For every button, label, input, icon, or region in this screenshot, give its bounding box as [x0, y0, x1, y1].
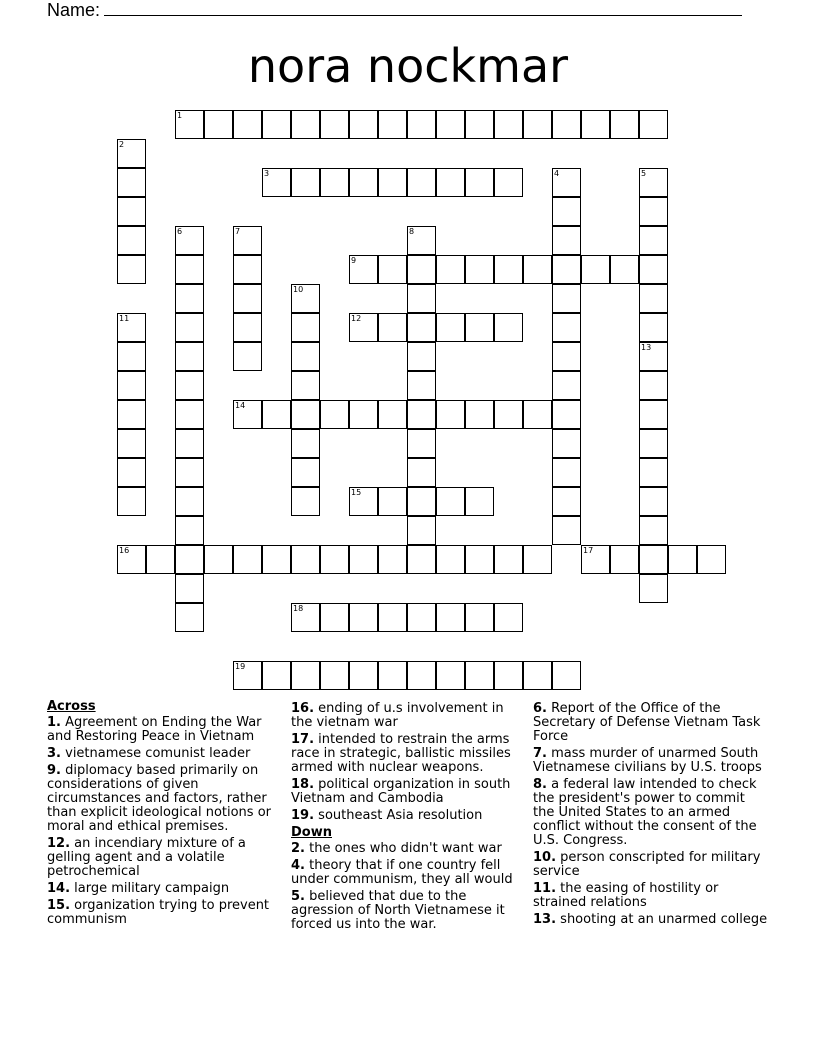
clue-across-3: 3. vietnamese comunist leader	[47, 746, 251, 761]
grid-cell[interactable]	[349, 400, 378, 429]
grid-cell[interactable]	[436, 313, 465, 342]
grid-cell[interactable]	[349, 110, 378, 139]
grid-cell[interactable]	[407, 661, 436, 690]
grid-cell[interactable]	[378, 110, 407, 139]
grid-cell[interactable]	[175, 429, 204, 458]
down-heading: Down	[291, 825, 332, 840]
grid-cell[interactable]	[494, 400, 523, 429]
clue-across-16: 16. ending of u.s involvement in the vietnam war	[291, 701, 504, 730]
clue-down-11: 11. the easing of hostility or strained relations	[533, 881, 719, 910]
grid-cell[interactable]	[291, 603, 320, 632]
cell-number: 1	[177, 111, 183, 120]
grid-cell[interactable]	[465, 487, 494, 516]
grid-cell[interactable]	[291, 110, 320, 139]
clue-down-13: 13. shooting at an unarmed college	[533, 912, 768, 927]
clue-across-19: 19. southeast Asia resolution	[291, 808, 483, 823]
grid-cell[interactable]	[233, 284, 262, 313]
grid-cell[interactable]	[639, 197, 668, 226]
clue-across-17: 17. intended to restrain the arms race in strategic, ballistic missiles armed with nuclear weapons.	[291, 732, 511, 775]
grid-cell[interactable]	[117, 342, 146, 371]
grid-cell[interactable]	[407, 371, 436, 400]
grid-cell[interactable]	[552, 342, 581, 371]
grid-cell[interactable]	[639, 168, 668, 197]
cell-number: 2	[119, 140, 125, 149]
grid-cell[interactable]	[378, 603, 407, 632]
grid-cell[interactable]	[407, 603, 436, 632]
grid-cell[interactable]	[233, 226, 262, 255]
grid-cell[interactable]	[407, 255, 436, 284]
grid-cell[interactable]	[407, 400, 436, 429]
grid-cell[interactable]	[233, 255, 262, 284]
grid-cell[interactable]	[175, 342, 204, 371]
clue-column-1	[47, 700, 279, 930]
grid-cell[interactable]	[465, 661, 494, 690]
grid-cell[interactable]	[146, 545, 175, 574]
grid-cell[interactable]	[262, 168, 291, 197]
clue-across-15: 15. organization trying to prevent communism	[47, 898, 270, 927]
grid-cell[interactable]	[378, 487, 407, 516]
grid-cell[interactable]	[436, 545, 465, 574]
grid-cell[interactable]	[465, 255, 494, 284]
cell-number: 7	[235, 227, 241, 236]
grid-cell[interactable]	[552, 110, 581, 139]
grid-cell[interactable]	[494, 110, 523, 139]
grid-cell[interactable]	[552, 197, 581, 226]
cell-number: 6	[177, 227, 183, 236]
grid-cell[interactable]	[552, 458, 581, 487]
grid-cell[interactable]	[262, 545, 291, 574]
grid-cell[interactable]	[639, 545, 668, 574]
clue-down-10: 10. person conscripted for military service	[533, 850, 761, 879]
clue-list	[47, 700, 777, 1000]
grid-cell[interactable]	[610, 545, 639, 574]
grid-cell[interactable]	[320, 661, 349, 690]
grid-cell[interactable]	[291, 429, 320, 458]
grid-cell[interactable]	[291, 545, 320, 574]
clue-across-1: 1. Agreement on Ending the War and Restoring Peace in Vietnam	[47, 715, 262, 744]
grid-cell[interactable]	[407, 168, 436, 197]
grid-cell[interactable]	[349, 545, 378, 574]
grid-cell[interactable]	[407, 545, 436, 574]
grid-cell[interactable]	[175, 110, 204, 139]
grid-cell[interactable]	[639, 487, 668, 516]
cell-number: 11	[119, 314, 130, 323]
grid-cell[interactable]	[233, 661, 262, 690]
grid-cell[interactable]	[349, 255, 378, 284]
grid-cell[interactable]	[175, 284, 204, 313]
grid-cell[interactable]	[407, 284, 436, 313]
grid-cell[interactable]	[407, 226, 436, 255]
grid-cell[interactable]	[552, 516, 581, 545]
grid-cell[interactable]	[436, 168, 465, 197]
name-label: Name:	[47, 0, 101, 20]
clue-down-2: 2. the ones who didn't want war	[291, 841, 502, 856]
grid-cell[interactable]	[349, 168, 378, 197]
grid-cell[interactable]	[378, 400, 407, 429]
grid-cell[interactable]	[465, 603, 494, 632]
grid-cell[interactable]	[117, 458, 146, 487]
grid-cell[interactable]	[697, 545, 726, 574]
grid-cell[interactable]	[291, 342, 320, 371]
grid-cell[interactable]	[494, 255, 523, 284]
cell-number: 19	[235, 662, 246, 671]
grid-cell[interactable]	[552, 226, 581, 255]
grid-cell[interactable]	[320, 168, 349, 197]
grid-cell[interactable]	[639, 429, 668, 458]
grid-cell[interactable]	[291, 284, 320, 313]
grid-cell[interactable]	[436, 110, 465, 139]
grid-cell[interactable]	[262, 110, 291, 139]
grid-cell[interactable]	[552, 168, 581, 197]
grid-cell[interactable]	[175, 545, 204, 574]
clue-across-18: 18. political organization in south Vietnam and Cambodia	[291, 777, 511, 806]
grid-cell[interactable]	[552, 313, 581, 342]
grid-cell[interactable]	[378, 545, 407, 574]
grid-cell[interactable]	[349, 661, 378, 690]
grid-cell[interactable]	[349, 487, 378, 516]
grid-cell[interactable]	[378, 313, 407, 342]
grid-cell[interactable]	[204, 110, 233, 139]
grid-cell[interactable]	[639, 516, 668, 545]
grid-cell[interactable]	[117, 545, 146, 574]
grid-cell[interactable]	[494, 313, 523, 342]
grid-cell[interactable]	[117, 139, 146, 168]
clue-down-8: 8. a federal law intended to check the president's power to commit the United States to an armed conflict without the consent of the U.S. Congress.	[533, 777, 757, 848]
grid-cell[interactable]	[639, 371, 668, 400]
cell-number: 18	[293, 604, 304, 613]
grid-cell[interactable]	[117, 487, 146, 516]
grid-cell[interactable]	[117, 400, 146, 429]
grid-cell[interactable]	[175, 400, 204, 429]
grid-cell[interactable]	[175, 226, 204, 255]
grid-cell[interactable]	[320, 545, 349, 574]
grid-cell[interactable]	[407, 429, 436, 458]
grid-cell[interactable]	[494, 661, 523, 690]
grid-cell[interactable]	[349, 603, 378, 632]
grid-cell[interactable]	[378, 255, 407, 284]
grid-cell[interactable]	[523, 400, 552, 429]
grid-cell[interactable]	[552, 284, 581, 313]
grid-cell[interactable]	[552, 661, 581, 690]
grid-cell[interactable]	[117, 255, 146, 284]
grid-cell[interactable]	[320, 110, 349, 139]
grid-cell[interactable]	[117, 197, 146, 226]
grid-cell[interactable]	[639, 284, 668, 313]
grid-cell[interactable]	[639, 458, 668, 487]
cell-number: 8	[409, 227, 415, 236]
grid-cell[interactable]	[407, 516, 436, 545]
clue-column-2	[291, 702, 519, 935]
grid-cell[interactable]	[117, 313, 146, 342]
grid-cell[interactable]	[175, 371, 204, 400]
grid-cell[interactable]	[581, 545, 610, 574]
grid-cell[interactable]	[552, 400, 581, 429]
grid-cell[interactable]	[407, 110, 436, 139]
grid-cell[interactable]	[436, 487, 465, 516]
grid-cell[interactable]	[117, 168, 146, 197]
grid-cell[interactable]	[465, 110, 494, 139]
grid-cell[interactable]	[581, 255, 610, 284]
cell-number: 15	[351, 488, 362, 497]
grid-cell[interactable]	[668, 545, 697, 574]
grid-cell[interactable]	[378, 168, 407, 197]
grid-cell[interactable]	[407, 342, 436, 371]
grid-cell[interactable]	[494, 603, 523, 632]
clue-column-3	[533, 702, 769, 930]
grid-cell[interactable]	[465, 168, 494, 197]
grid-cell[interactable]	[436, 661, 465, 690]
cell-number: 12	[351, 314, 362, 323]
grid-cell[interactable]	[233, 342, 262, 371]
page-title: nora nockmar	[247, 39, 569, 93]
grid-cell[interactable]	[523, 110, 552, 139]
cell-number: 14	[235, 401, 246, 410]
grid-cell[interactable]	[494, 168, 523, 197]
cell-number: 13	[641, 343, 652, 352]
clue-down-7: 7. mass murder of unarmed South Vietnamese civilians by U.S. troops	[533, 746, 762, 775]
grid-cell[interactable]	[465, 545, 494, 574]
grid-cell[interactable]	[436, 603, 465, 632]
grid-cell[interactable]	[436, 255, 465, 284]
grid-cell[interactable]	[407, 487, 436, 516]
grid-cell[interactable]	[233, 313, 262, 342]
grid-cell[interactable]	[175, 313, 204, 342]
grid-cell[interactable]	[262, 400, 291, 429]
grid-cell[interactable]	[233, 545, 262, 574]
grid-cell[interactable]	[291, 400, 320, 429]
clue-down-6: 6. Report of the Office of the Secretary of Defense Vietnam Task Force	[533, 701, 761, 744]
grid-cell[interactable]	[175, 487, 204, 516]
clue-down-4: 4. theory that if one country fell under communism, they all would	[291, 858, 513, 887]
grid-cell[interactable]	[291, 371, 320, 400]
cell-number: 10	[293, 285, 304, 294]
cell-number: 16	[119, 546, 130, 555]
grid-cell[interactable]	[436, 400, 465, 429]
grid-cell[interactable]	[233, 110, 262, 139]
grid-cell[interactable]	[291, 661, 320, 690]
grid-cell[interactable]	[378, 661, 407, 690]
grid-cell[interactable]	[291, 487, 320, 516]
cell-number: 3	[264, 169, 270, 178]
grid-cell[interactable]	[175, 516, 204, 545]
grid-cell[interactable]	[349, 313, 378, 342]
cell-number: 4	[554, 169, 560, 178]
grid-cell[interactable]	[117, 429, 146, 458]
grid-cell[interactable]	[407, 458, 436, 487]
grid-cell[interactable]	[320, 603, 349, 632]
grid-cell[interactable]	[552, 429, 581, 458]
grid-cell[interactable]	[552, 487, 581, 516]
grid-cell[interactable]	[639, 313, 668, 342]
grid-cell[interactable]	[320, 400, 349, 429]
grid-cell[interactable]	[639, 110, 668, 139]
grid-cell[interactable]	[291, 458, 320, 487]
grid-cell[interactable]	[117, 371, 146, 400]
grid-cell[interactable]	[204, 545, 233, 574]
clue-down-5: 5. believed that due to the agression of North Vietnamese it forced us into the war.	[291, 889, 505, 932]
grid-cell[interactable]	[291, 168, 320, 197]
grid-cell[interactable]	[465, 313, 494, 342]
cell-number: 17	[583, 546, 594, 555]
grid-cell[interactable]	[117, 226, 146, 255]
grid-cell[interactable]	[639, 574, 668, 603]
grid-cell[interactable]	[465, 400, 494, 429]
grid-cell[interactable]	[610, 255, 639, 284]
grid-cell[interactable]	[523, 661, 552, 690]
grid-cell[interactable]	[262, 661, 291, 690]
cell-number: 5	[641, 169, 647, 178]
clue-across-12: 12. an incendiary mixture of a gelling agent and a volatile petrochemical	[47, 836, 246, 879]
grid-cell[interactable]	[552, 255, 581, 284]
grid-cell[interactable]	[523, 255, 552, 284]
clue-across-14: 14. large military campaign	[47, 881, 230, 896]
clue-across-9: 9. diplomacy based primarily on considerations of given circumstances and factors, rather than explicit ideological notions or moral and ethical premises.	[47, 763, 272, 834]
grid-cell[interactable]	[175, 255, 204, 284]
grid-cell[interactable]	[175, 574, 204, 603]
across-heading: Across	[47, 699, 96, 714]
grid-cell[interactable]	[407, 313, 436, 342]
cell-number: 9	[351, 256, 357, 265]
grid-cell[interactable]	[233, 400, 262, 429]
grid-cell[interactable]	[639, 400, 668, 429]
grid-cell[interactable]	[639, 255, 668, 284]
grid-cell[interactable]	[494, 545, 523, 574]
grid-cell[interactable]	[175, 458, 204, 487]
grid-cell[interactable]	[175, 603, 204, 632]
grid-cell[interactable]	[639, 226, 668, 255]
grid-cell[interactable]	[581, 110, 610, 139]
grid-cell[interactable]	[639, 342, 668, 371]
grid-cell[interactable]	[552, 371, 581, 400]
grid-cell[interactable]	[523, 545, 552, 574]
grid-cell[interactable]	[610, 110, 639, 139]
grid-cell[interactable]	[291, 313, 320, 342]
